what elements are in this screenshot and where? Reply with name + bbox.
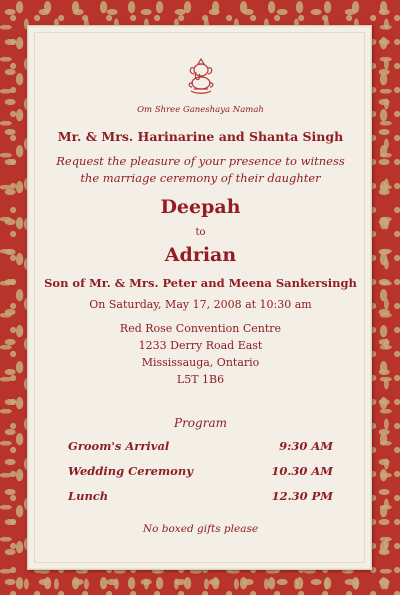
program-item-time: 9:30 AM bbox=[279, 439, 333, 453]
date-time: On Saturday, May 17, 2008 at 10:30 am bbox=[89, 298, 312, 311]
invocation-text: Om Shree Ganeshaya Namah bbox=[137, 105, 264, 115]
venue-city: Mississauga, Ontario bbox=[141, 356, 260, 369]
program-item-time: 10.30 AM bbox=[271, 464, 333, 478]
request-line-2: the marriage ceremony of their daughter bbox=[80, 171, 321, 185]
venue-name: Red Rose Convention Centre bbox=[119, 322, 282, 335]
ganesha-icon bbox=[184, 56, 218, 96]
venue-postal: L5T 1B6 bbox=[176, 373, 225, 386]
program-item-name: Lunch bbox=[68, 489, 109, 503]
groom-name: Adrian bbox=[164, 244, 237, 266]
gift-note: No boxed gifts please bbox=[142, 523, 259, 535]
program-item-time: 12.30 PM bbox=[271, 489, 333, 503]
groom-parents: Son of Mr. & Mrs. Peter and Meena Sankersingh bbox=[44, 276, 357, 290]
request-line-1: Request the pleasure of your presence to witness bbox=[56, 154, 345, 168]
program-item-name: Groom's Arrival bbox=[68, 439, 170, 453]
invitation-panel bbox=[27, 25, 372, 570]
venue-street: 1233 Derry Road East bbox=[138, 339, 263, 352]
bride-name: Deepah bbox=[160, 196, 241, 218]
hosts-names: Mr. & Mrs. Harinarine and Shanta Singh bbox=[57, 129, 344, 144]
to-text: to bbox=[195, 227, 206, 238]
program-item-name: Wedding Ceremony bbox=[68, 464, 193, 478]
program-title: Program bbox=[174, 416, 227, 430]
